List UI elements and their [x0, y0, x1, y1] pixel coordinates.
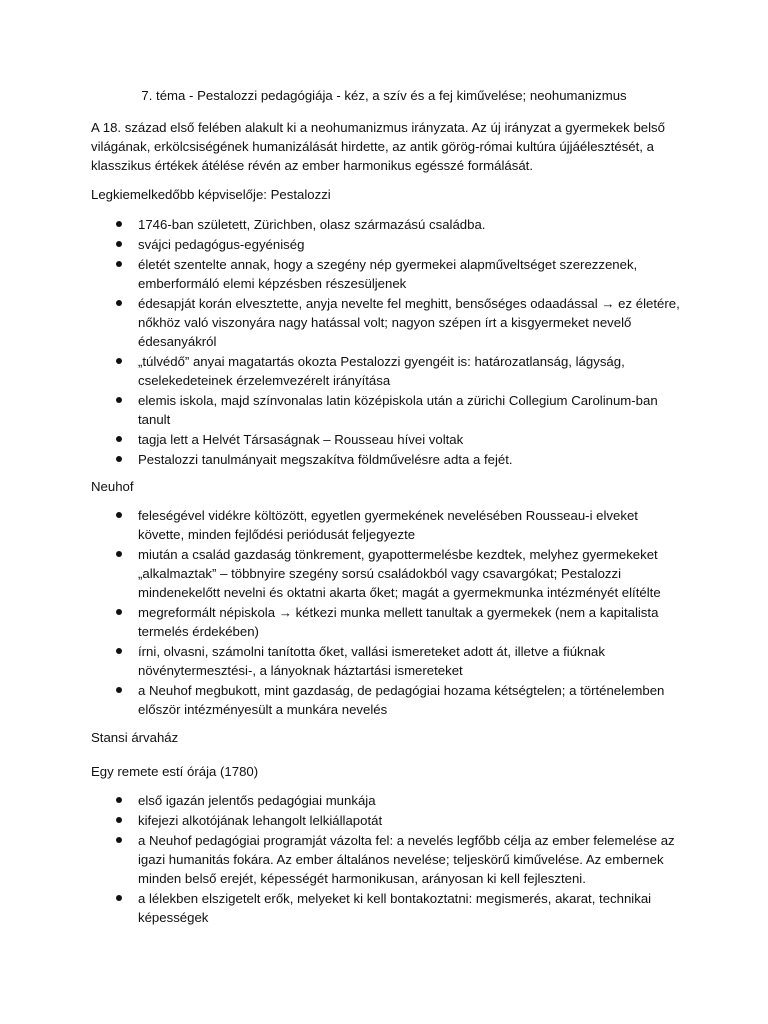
bullet-icon — [116, 648, 122, 654]
list-item: Pestalozzi tanulmányait megszakítva földművelésre adta a fejét. — [91, 450, 681, 469]
bullet-icon — [116, 687, 122, 693]
bullet-icon — [116, 241, 122, 247]
bullet-icon — [116, 358, 122, 364]
list-item: a Neuhof pedagógiai programját vázolta fel: a nevelés legfőbb célja az ember felemelése az igazi humanitás fokára. Az ember általános nevelése; teljeskörű kiművelése. Az embernek minden belső erejét, képességét harmonikusan, arányosan ki kell fejleszteni. — [91, 831, 681, 888]
bullet-icon — [116, 300, 122, 306]
list-item: édesapját korán elvesztette, anyja nevelte fel meghitt, bensőséges odaadással → ez életére, nőkhöz való viszonyára nagy hatással volt; nagyon szépen írt a kisgyermeket nevelő édesanyákról — [91, 294, 681, 351]
list-item: a lélekben elszigetelt erők, melyeket ki kell bontakoztatni: megismerés, akarat, technikai képességek — [91, 889, 681, 927]
section-heading-remete: Egy remete estí órája (1780) — [91, 764, 259, 779]
bullet-icon — [116, 609, 122, 615]
list-item: miután a család gazdaság tönkrement, gyapottermelésbe kezdtek, melyhez gyermekeket „alkalmaztak” – többnyire szegény sorsú családokból vagy csavargókat; Pestalozzi mindenekelőtt nevelni és oktatni akarta őket; magát a gyermekmunka intézményét elítélte — [91, 545, 681, 602]
list-item: kifejezi alkotójának lehangolt lelkiállapotát — [91, 811, 681, 830]
document-title: 7. téma - Pestalozzi pedagógiája - kéz, a szív és a fej kiművelése; neohumanizmus — [141, 88, 627, 103]
bullet-list-pestalozzi — [91, 215, 681, 470]
section-heading-pestalozzi: Legkiemelkedőbb képviselője: Pestalozzi — [91, 187, 331, 202]
bullet-list-remete — [91, 791, 681, 928]
bullet-icon — [116, 261, 122, 267]
intro-paragraph: A 18. század első felében alakult ki a neohumanizmus irányzata. Az új irányzat a gyermekek belső világának, erkölcsiségének humanizálását hirdette, az antik görög-római kultúra újjáélesztését, a klasszikus értékek átélése révén az ember harmonikus egésszé formálását. — [91, 120, 665, 173]
bullet-icon — [116, 817, 122, 823]
list-item: elemis iskola, majd színvonalas latin középiskola után a zürichi Collegium Carolinum-ban tanult — [91, 391, 681, 429]
bullet-icon — [116, 221, 122, 227]
bullet-icon — [116, 797, 122, 803]
bullet-icon — [116, 397, 122, 403]
section-heading-neuhof: Neuhof — [91, 479, 134, 494]
list-item: életét szentelte annak, hogy a szegény nép gyermekei alapműveltséget szerezzenek, emberformáló elemi képzésben részesüljenek — [91, 255, 681, 293]
bullet-icon — [116, 436, 122, 442]
list-item: írni, olvasni, számolni tanította őket, vallási ismereteket adott át, illetve a fiúknak növénytermesztési-, a lányoknak háztartási ismereteket — [91, 642, 681, 680]
list-item: feleségével vidékre költözött, egyetlen gyermekének nevelésében Rousseau-i elveket követte, minden fejlődési periódusát feljegyezte — [91, 506, 681, 544]
bullet-icon — [116, 456, 122, 462]
list-item: első igazán jelentős pedagógiai munkája — [91, 791, 681, 810]
list-item: tagja lett a Helvét Társaságnak – Rousseau hívei voltak — [91, 430, 681, 449]
section-heading-stans: Stansi árvaház — [91, 730, 179, 745]
list-item: „túlvédő” anyai magatartás okozta Pestalozzi gyengéit is: határozatlanság, lágyság, cselekedeteinek érzelemvezérelt irányítása — [91, 352, 681, 390]
list-item: svájci pedagógus-egyéniség — [91, 235, 681, 254]
list-item: 1746-ban született, Zürichben, olasz származású családba. — [91, 215, 681, 234]
bullet-icon — [116, 837, 122, 843]
bullet-list-neuhof — [91, 506, 681, 720]
list-item: a Neuhof megbukott, mint gazdaság, de pedagógiai hozama kétségtelen; a történelemben először intézményesült a munkára nevelés — [91, 681, 681, 719]
bullet-icon — [116, 551, 122, 557]
bullet-icon — [116, 895, 122, 901]
list-item: megreformált népiskola → kétkezi munka mellett tanultak a gyermekek (nem a kapitalista termelés érdekében) — [91, 603, 681, 641]
bullet-icon — [116, 512, 122, 518]
